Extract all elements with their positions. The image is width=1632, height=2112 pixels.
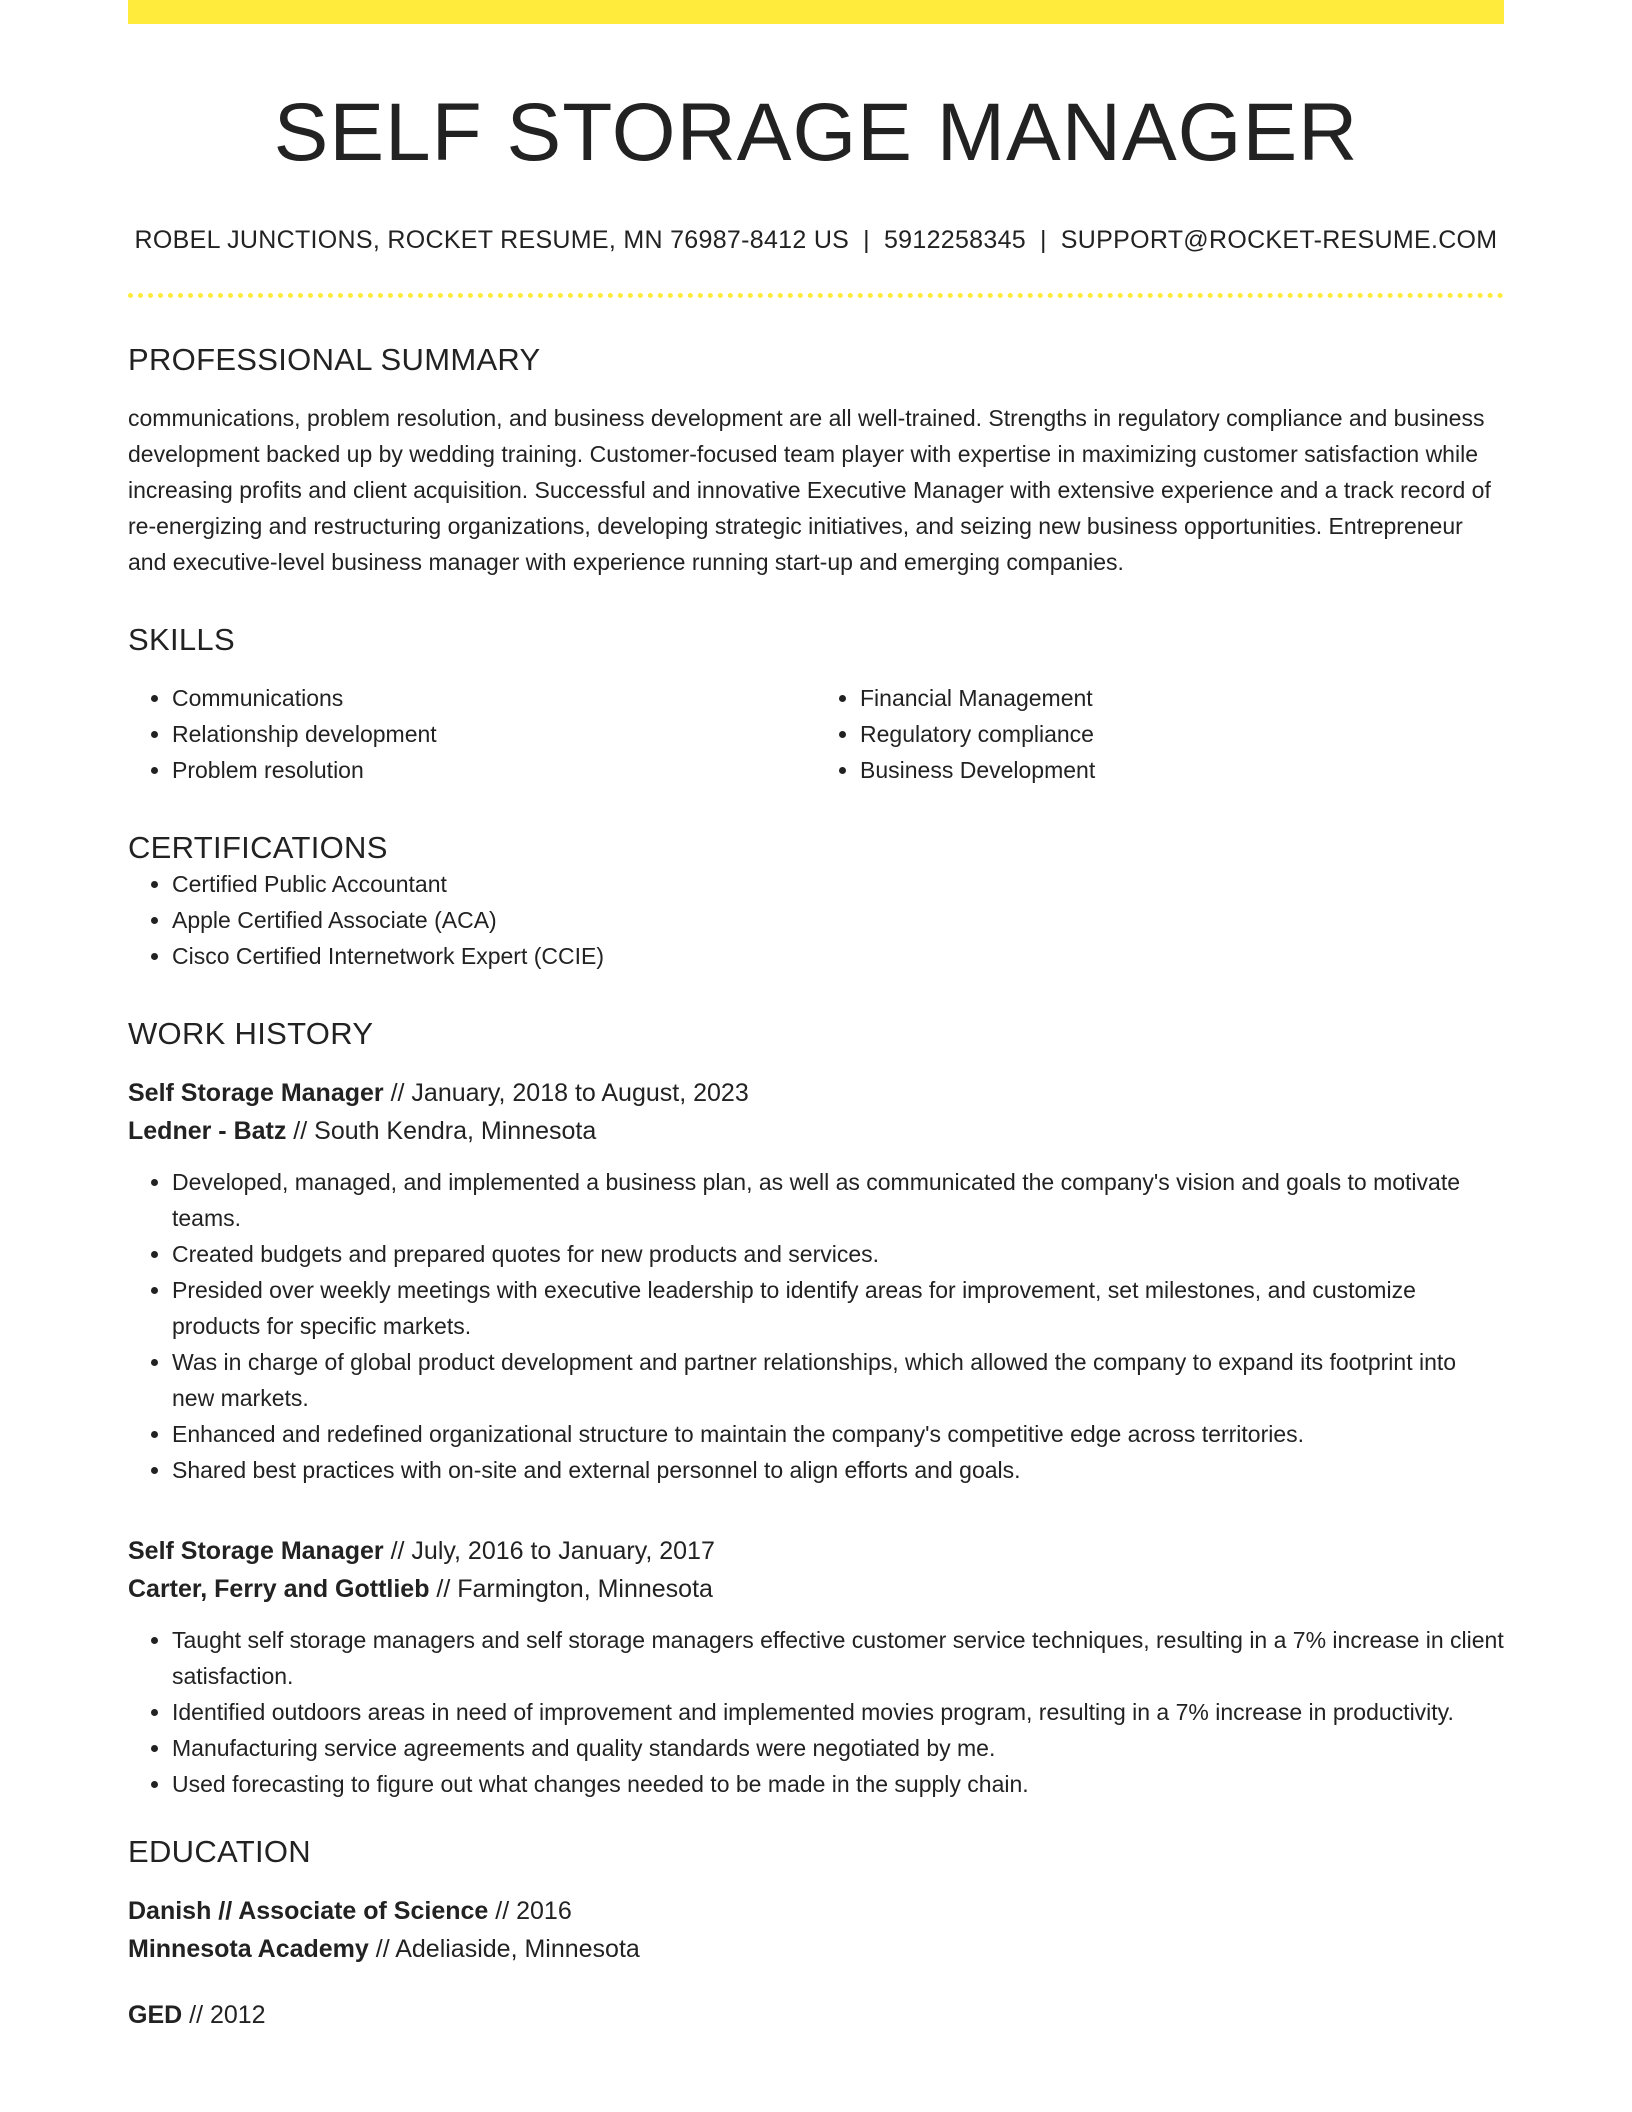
job-duty: • Shared best practices with on-site and external personnel to align efforts and goals. bbox=[172, 1452, 1504, 1488]
contact-address: ROBEL JUNCTIONS, ROCKET RESUME, MN 76987-8412 US bbox=[134, 226, 850, 255]
skill-item: • Problem resolution bbox=[172, 752, 816, 788]
certification-item: • Certified Public Accountant bbox=[172, 866, 1504, 902]
job-location: // South Kendra, Minnesota bbox=[286, 1117, 597, 1146]
education-school-line bbox=[128, 1930, 1504, 1968]
job-duty: • Used forecasting to figure out what changes needed to be made in the supply chain. bbox=[172, 1766, 1504, 1802]
education-heading: EDUCATION bbox=[128, 1834, 311, 1870]
job-role-line bbox=[128, 1532, 1504, 1570]
contact-separator: | bbox=[863, 226, 870, 255]
skill-item: • Business Development bbox=[860, 752, 1504, 788]
certification-item: • Apple Certified Associate (ACA) bbox=[172, 902, 1504, 938]
skill-item: • Communications bbox=[172, 680, 816, 716]
education-degree-line bbox=[128, 1892, 1504, 1930]
job-location: // Farmington, Minnesota bbox=[429, 1575, 713, 1604]
certifications-list bbox=[128, 866, 1504, 974]
job-duty: • Enhanced and redefined organizational structure to maintain the company's competitive edge across territories. bbox=[172, 1416, 1504, 1452]
skill-item: • Relationship development bbox=[172, 716, 816, 752]
contact-phone[interactable]: 5912258345 bbox=[883, 226, 1026, 255]
skill-item: • Financial Management bbox=[860, 680, 1504, 716]
job-duty: • Taught self storage managers and self storage managers effective customer service techniques, resulting in a 7% increase in client satisfaction. bbox=[172, 1622, 1504, 1694]
resume-title: SELF STORAGE MANAGER bbox=[273, 87, 1359, 178]
job-duty: • Developed, managed, and implemented a business plan, as well as communicated the company's vision and goals to motivate teams. bbox=[172, 1164, 1504, 1236]
job-duty: • Presided over weekly meetings with executive leadership to identify areas for improvement, set milestones, and customize products for specific markets. bbox=[172, 1272, 1504, 1344]
education-entry bbox=[128, 1892, 1504, 1968]
job-duty: • Manufacturing service agreements and quality standards were negotiated by me. bbox=[172, 1730, 1504, 1766]
job-company-line bbox=[128, 1112, 1504, 1150]
contact-line bbox=[128, 226, 1504, 255]
education-entry bbox=[128, 1996, 1504, 2034]
work-history-heading: WORK HISTORY bbox=[128, 1016, 374, 1052]
education-school: Minnesota Academy bbox=[128, 1935, 369, 1964]
job-entry bbox=[128, 1074, 1504, 1488]
certifications-heading: CERTIFICATIONS bbox=[128, 830, 388, 866]
job-duty: • Was in charge of global product development and partner relationships, which allowed the company to expand its footprint into new markets. bbox=[172, 1344, 1504, 1416]
skills-column-left bbox=[128, 680, 816, 788]
job-role-line bbox=[128, 1074, 1504, 1112]
education-degree: Danish // Associate of Science bbox=[128, 1897, 489, 1926]
certification-item: • Cisco Certified Internetwork Expert (CCIE) bbox=[172, 938, 1504, 974]
skills-column-right bbox=[816, 680, 1504, 788]
education-location: // Adeliaside, Minnesota bbox=[368, 1935, 640, 1964]
accent-top-bar bbox=[128, 0, 1504, 24]
job-role: Self Storage Manager bbox=[128, 1537, 384, 1566]
education-year: // 2012 bbox=[182, 2001, 266, 2030]
job-company-line bbox=[128, 1570, 1504, 1608]
education-year: // 2016 bbox=[488, 1897, 572, 1926]
job-dates: // January, 2018 to August, 2023 bbox=[383, 1079, 749, 1108]
job-dates: // July, 2016 to January, 2017 bbox=[383, 1537, 715, 1566]
job-company: Carter, Ferry and Gottlieb bbox=[128, 1575, 430, 1604]
job-duty: • Created budgets and prepared quotes for new products and services. bbox=[172, 1236, 1504, 1272]
job-entry bbox=[128, 1532, 1504, 1802]
skills-heading: SKILLS bbox=[128, 622, 235, 658]
skills-list bbox=[128, 680, 1504, 788]
summary-heading: PROFESSIONAL SUMMARY bbox=[128, 342, 541, 378]
contact-separator: | bbox=[1040, 226, 1047, 255]
skill-item: • Regulatory compliance bbox=[860, 716, 1504, 752]
contact-email[interactable]: SUPPORT@ROCKET-RESUME.COM bbox=[1060, 226, 1498, 255]
education-degree-line bbox=[128, 1996, 1504, 2034]
dotted-divider bbox=[128, 293, 1504, 298]
job-duties bbox=[128, 1622, 1504, 1802]
summary-text: communications, problem resolution, and business development are all well-trained. Strengths in regulatory compliance and business development backed up by wedding training. Customer-focused team player with expertise in maximizing customer satisfaction while increasing profits and client acquisition. Successful and innovative Executive Manager with extensive experience and a track record of re-energizing and restructuring organizations, developing strategic initiatives, and seizing new business opportunities. Entrepreneur and executive-level business manager with experience running start-up and emerging companies. bbox=[128, 405, 1491, 576]
job-company: Ledner - Batz bbox=[128, 1117, 287, 1146]
resume-page bbox=[128, 0, 1504, 2034]
education-degree: GED bbox=[128, 2001, 183, 2030]
job-duty: • Identified outdoors areas in need of improvement and implemented movies program, resulting in a 7% increase in productivity. bbox=[172, 1694, 1504, 1730]
job-role: Self Storage Manager bbox=[128, 1079, 384, 1108]
job-duties bbox=[128, 1164, 1504, 1488]
